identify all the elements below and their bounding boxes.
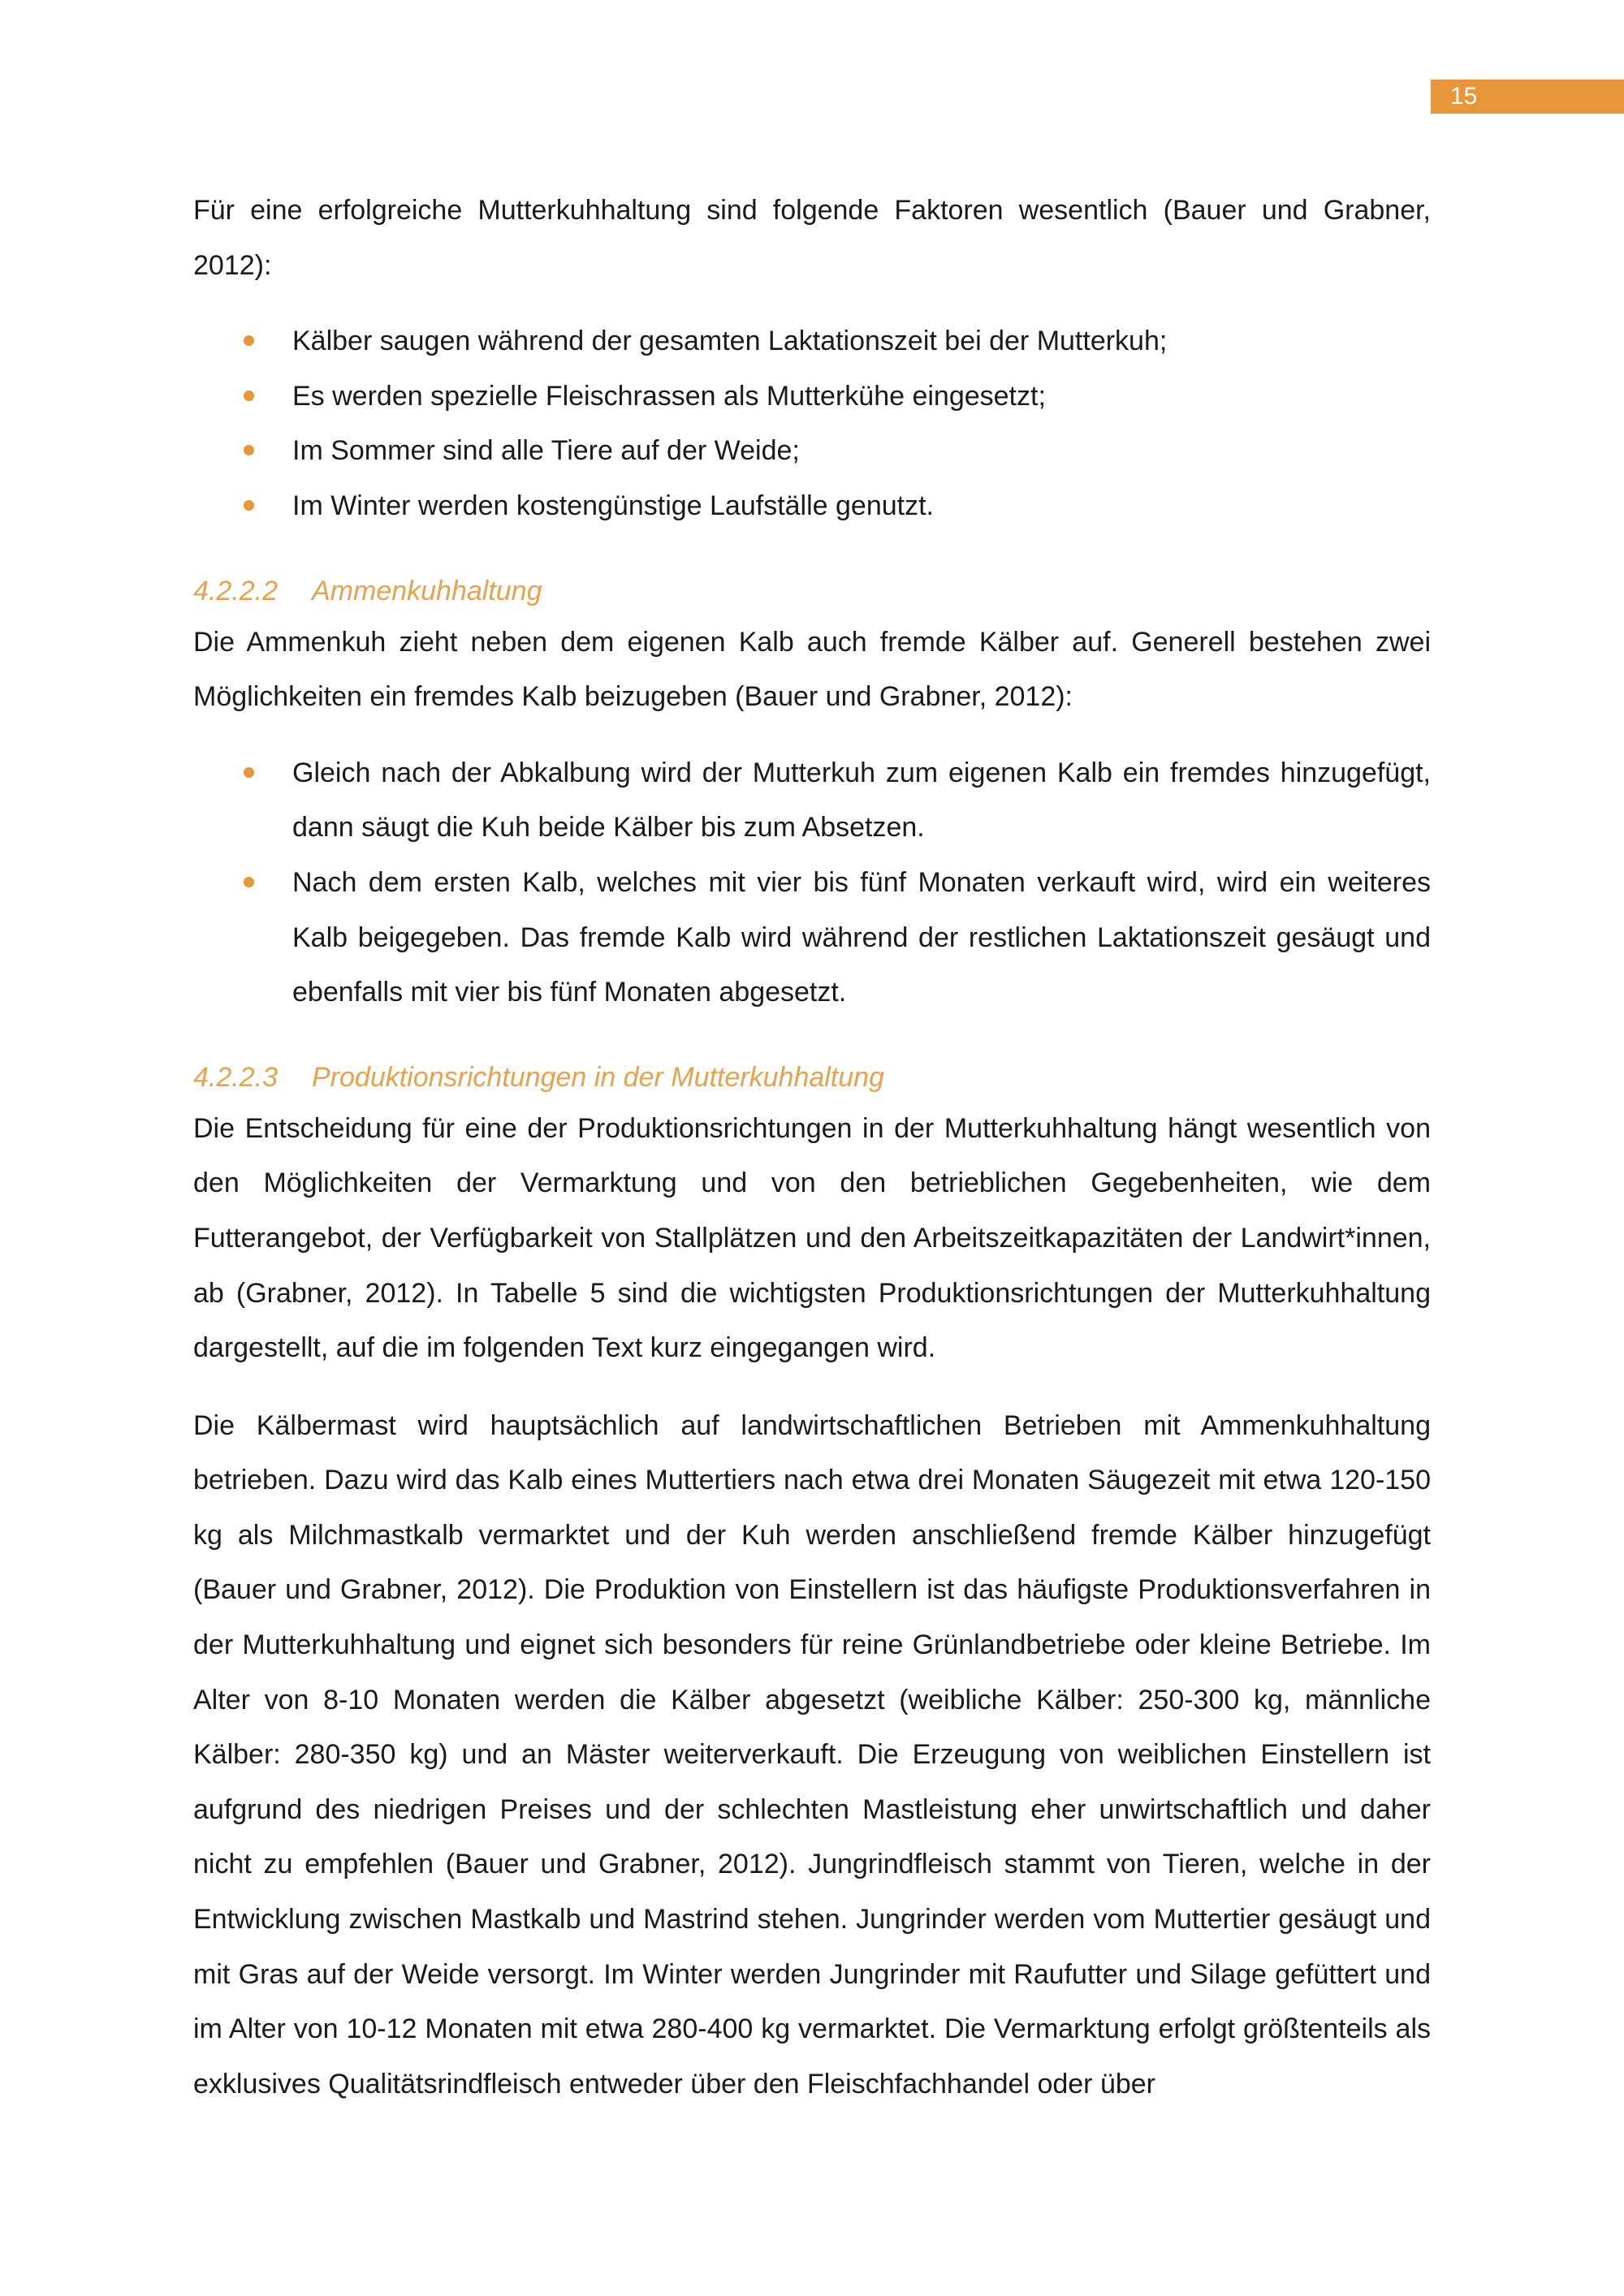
list-item: Es werden spezielle Fleischrassen als Mutterkühe eingesetzt; (193, 369, 1431, 425)
page-number: 15 (1431, 80, 1624, 114)
produktion-paragraph-1: Die Entscheidung für eine der Produktionsrichtungen in der Mutterkuhhaltung hängt wesentlich von den Möglichkeiten der Vermarktung und von den betrieblichen Gegebenheiten, wie dem Futterangebot, der Verfügbarkeit von Stallplätzen und den Arbeitszeitkapazitäten der Landwirt*innen, ab (Grabner, 2012). In Tabelle 5 sind die wichtigsten Produktionsrichtungen der Mutterkuhhaltung dargestellt, auf die im folgenden Text kurz eingegangen wird. (193, 1112, 1431, 1364)
intro-paragraph: Für eine erfolgreiche Mutterkuhhaltung sind folgende Faktoren wesentlich (Bauer und Grabner, 2012): (193, 195, 1431, 281)
section-heading-produktionsrichtungen (193, 1053, 1431, 1102)
section-heading-ammenkuhhaltung (193, 567, 1431, 615)
page-body (193, 183, 1431, 2112)
section-title: Produktionsrichtungen in der Mutterkuhhaltung (312, 1061, 884, 1093)
section-title: Ammenkuhhaltung (312, 575, 542, 606)
list-item: Nach dem ersten Kalb, welches mit vier bis fünf Monaten verkauft wird, wird ein weiteres Kalb beigegeben. Das fremde Kalb wird während der restlichen Laktationszeit gesäugt und ebenfalls mit vier bis fünf Monaten abgesetzt. (193, 856, 1431, 1021)
list-item: Im Winter werden kostengünstige Laufställe genutzt. (193, 479, 1431, 534)
section-number: 4.2.2.3 (193, 1061, 278, 1093)
ammen-paragraph: Die Ammenkuh zieht neben dem eigenen Kalb auch fremde Kälber auf. Generell bestehen zwei Möglichkeiten ein fremdes Kalb beizugeben (Bauer und Grabner, 2012): (193, 626, 1431, 713)
ammen-option-list (193, 746, 1431, 1021)
section-number: 4.2.2.2 (193, 575, 278, 606)
list-item: Im Sommer sind alle Tiere auf der Weide; (193, 424, 1431, 479)
factor-list (193, 314, 1431, 533)
produktion-paragraph-2: Die Kälbermast wird hauptsächlich auf landwirtschaftlichen Betrieben mit Ammenkuhhaltung betrieben. Dazu wird das Kalb eines Muttertiers nach etwa drei Monaten Säugezeit mit etwa 120-150 kg als Milchmastkalb vermarktet und der Kuh werden anschließend fremde Kälber hinzugefügt (Bauer und Grabner, 2012). Die Produktion von Einstellern ist das häufigste Produktionsverfahren in der Mutterkuhhaltung und eignet sich besonders für reine Grünlandbetriebe oder kleine Betriebe. Im Alter von 8-10 Monaten werden die Kälber abgesetzt (weibliche Kälber: 250-300 kg, männliche Kälber: 280-350 kg) und an Mäster weiterverkauft. Die Erzeugung von weiblichen Einstellern ist aufgrund des niedrigen Preises und der schlechten Mastleistung eher unwirtschaftlich und daher nicht zu empfehlen (Bauer und Grabner, 2012). Jungrindfleisch stammt von Tieren, welche in der Entwicklung zwischen Mastkalb und Mastrind stehen. Jungrinder werden vom Muttertier gesäugt und mit Gras auf der Weide versorgt. Im Winter werden Jungrinder mit Raufutter und Silage gefüttert und im Alter von 10-12 Monaten mit etwa 280-400 kg vermarktet. Die Vermarktung erfolgt größtenteils als exklusives Qualitätsrindfleisch entweder über den Fleischfachhandel oder über (193, 1409, 1431, 2100)
list-item: Gleich nach der Abkalbung wird der Mutterkuh zum eigenen Kalb ein fremdes hinzugefügt, dann säugt die Kuh beide Kälber bis zum Absetzen. (193, 746, 1431, 856)
list-item: Kälber saugen während der gesamten Laktationszeit bei der Mutterkuh; (193, 314, 1431, 369)
